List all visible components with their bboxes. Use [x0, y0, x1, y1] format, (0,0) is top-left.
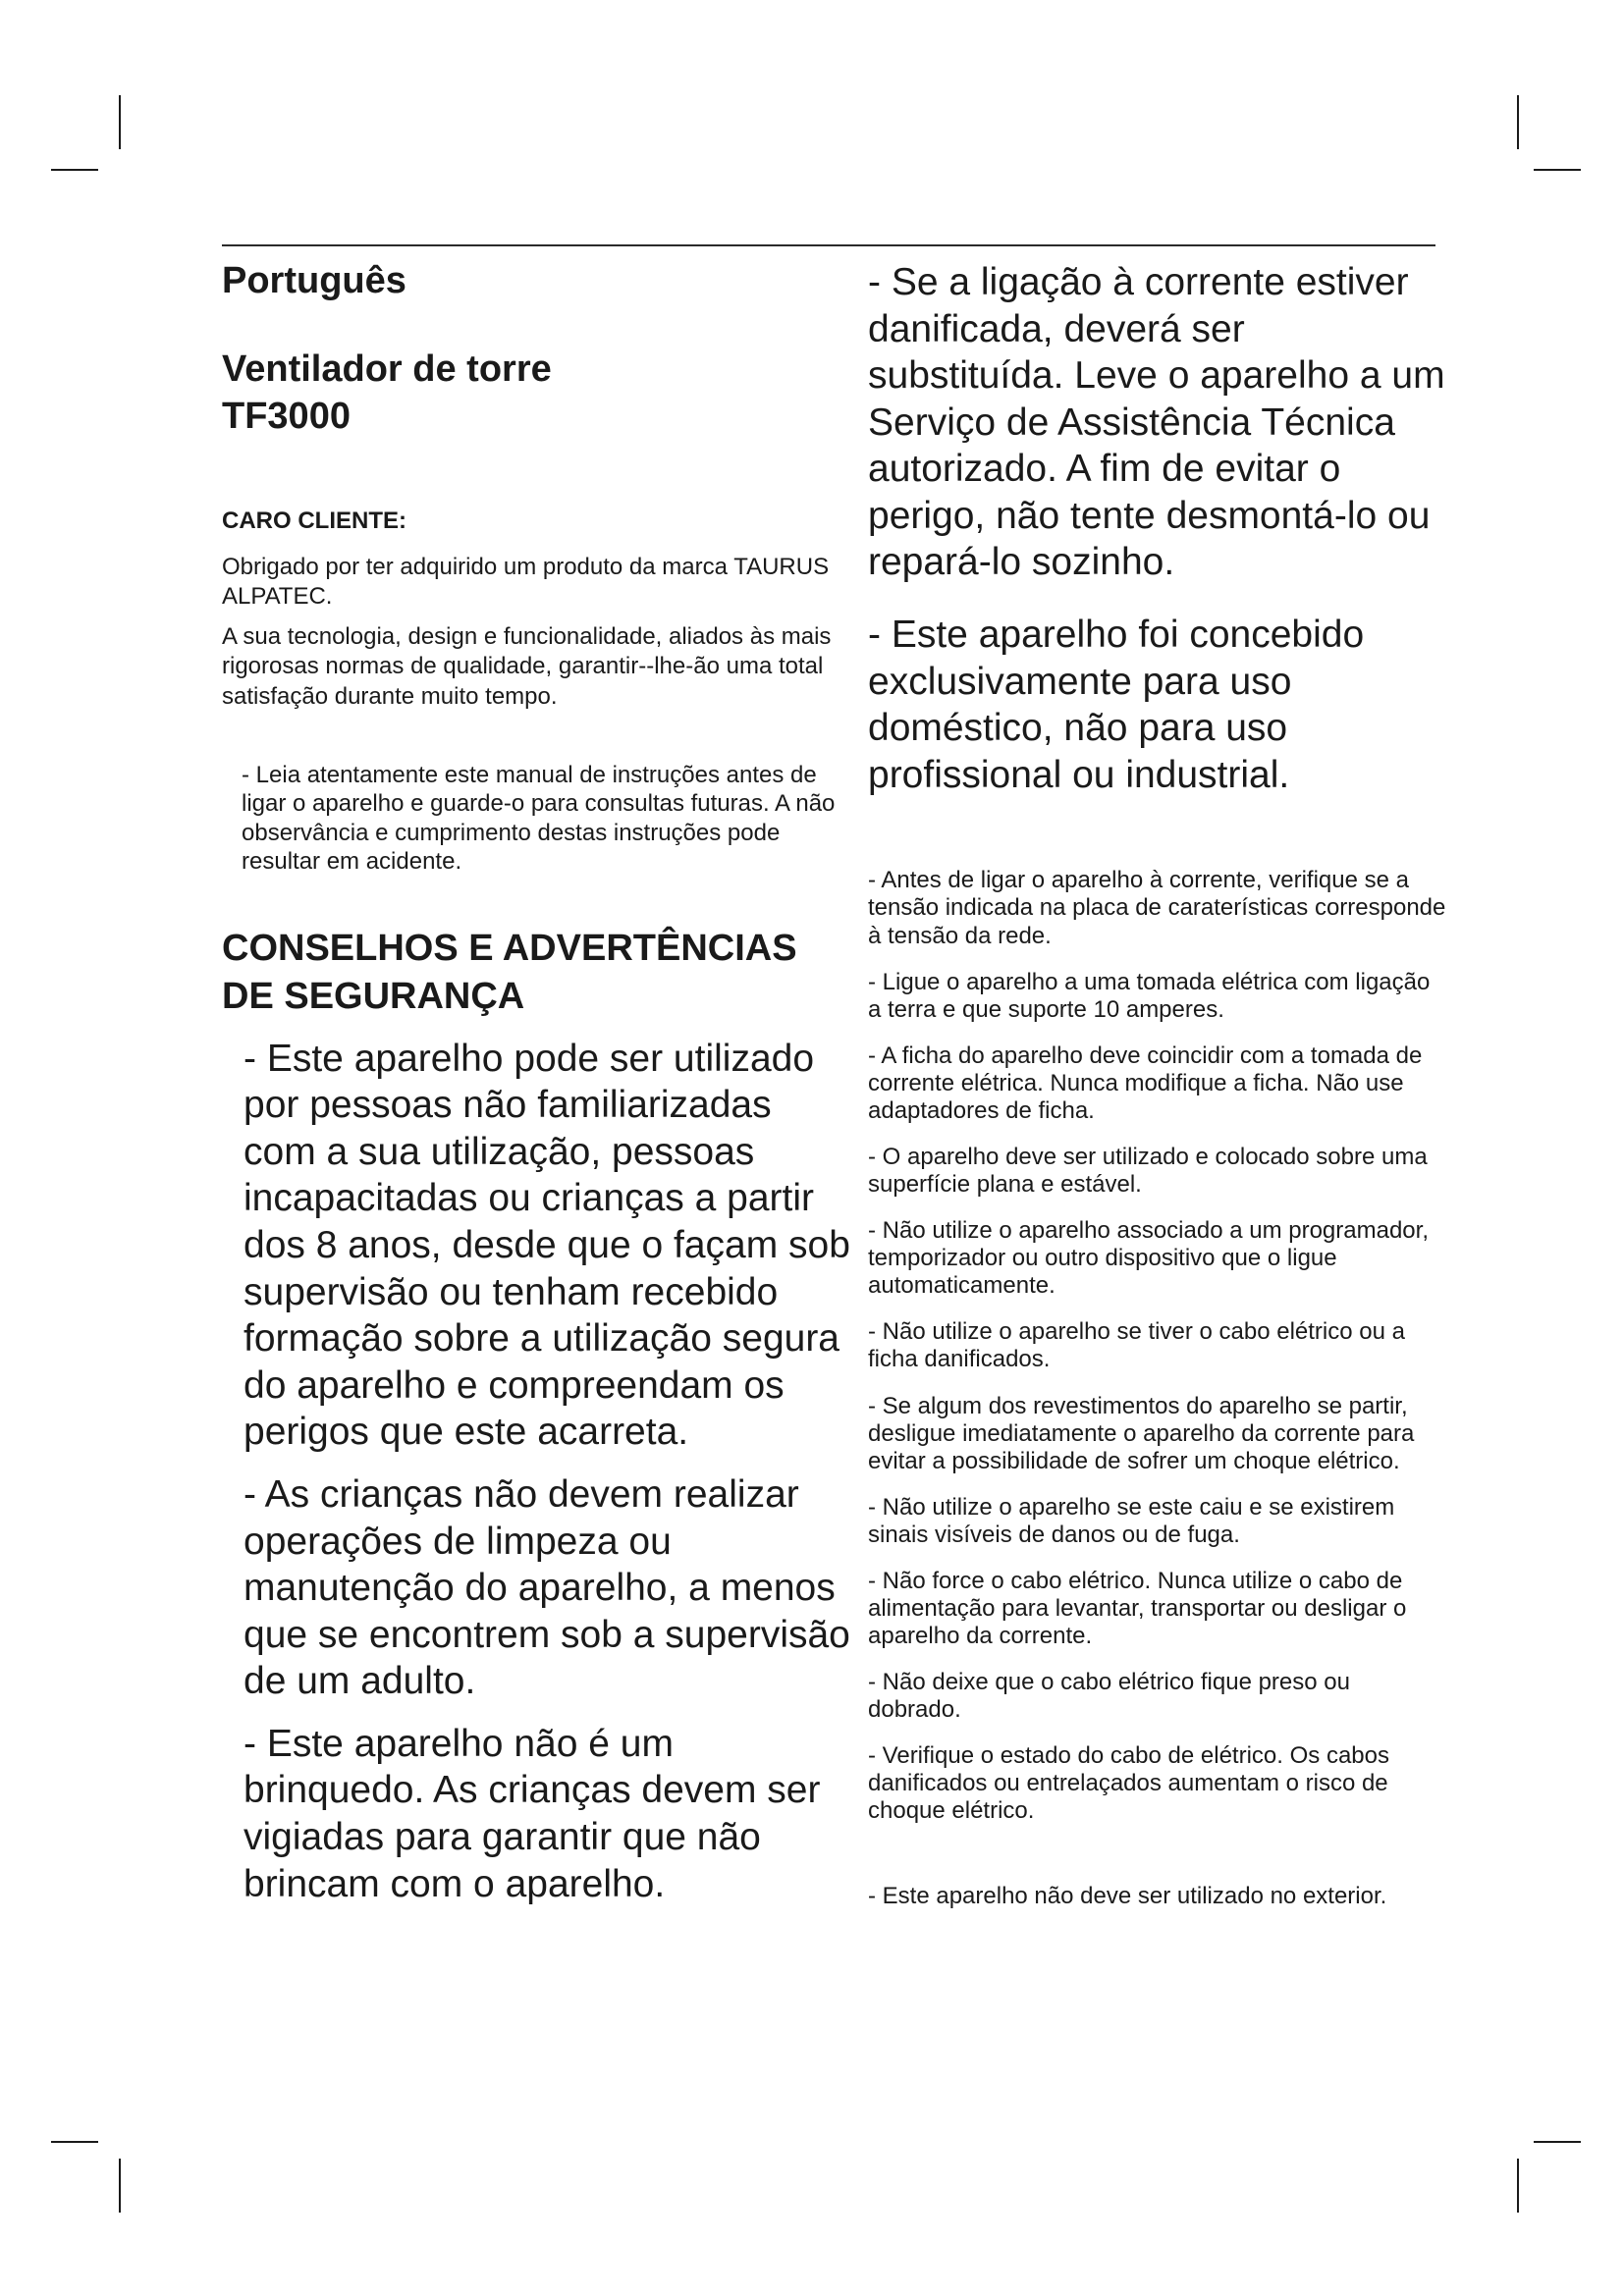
intro-paragraph: Obrigado por ter adquirido um produto da marca TAURUS ALPATEC. — [222, 553, 830, 611]
header-rule — [222, 244, 1435, 246]
warning-item: - As crianças não devem realizar operações de limpeza ou manutenção do aparelho, a menos que se encontrem sob a supervisão de um adulto. — [244, 1472, 850, 1703]
greeting: CARO CLIENTE: — [222, 507, 406, 534]
warning-item: - Se a ligação à corrente estiver danificada, deverá ser substituída. Leve o aparelho a um Serviço de Assistência Técnica autorizado. A fim de evitar o perigo, não tente desmontá-lo ou repará-lo sozinho. — [868, 261, 1445, 584]
crop-mark-top-left-vertical — [119, 95, 121, 149]
warning-item: - Este aparelho não deve ser utilizado no exterior. — [868, 1882, 1387, 1909]
crop-mark-bottom-left-horizontal — [51, 2141, 98, 2143]
crop-mark-top-right-horizontal — [1534, 169, 1581, 171]
product-name: Ventilador de torre — [222, 347, 552, 390]
intro-paragraph: A sua tecnologia, design e funcionalidade, aliados às mais rigorosas normas de qualidade, garantir--lhe-ão uma total satisfação durante muito tempo. — [222, 622, 832, 710]
warning-item: - Este aparelho pode ser utilizado por pessoas não familiarizadas com a sua utilização, pessoas incapacitadas ou crianças a partir dos 8 anos, desde que o façam sob supervisão ou tenham recebido formação sobre a utilização segura do aparelho e compreendam os perigos que este acarreta. — [244, 1037, 850, 1454]
warning-item: - Não deixe que o cabo elétrico fique preso ou dobrado. — [868, 1669, 1350, 1724]
warning-item: - Antes de ligar o aparelho à corrente, verifique se a tensão indicada na placa de caraterísticas corresponde à tensão da rede. — [868, 867, 1446, 949]
warning-item: - Verifique o estado do cabo de elétrico. Os cabos danificados ou entrelaçados aumentam o risco de choque elétrico. — [868, 1742, 1389, 1825]
language-heading: Português — [222, 260, 406, 301]
warning-item: - Este aparelho foi concebido exclusivamente para uso doméstico, não para uso profissional ou industrial. — [868, 614, 1365, 796]
right-column — [868, 259, 1447, 1910]
warning-item: - Não utilize o aparelho associado a um programador, temporizador ou outro dispositivo que o ligue automaticamente. — [868, 1217, 1429, 1300]
warning-item: - Ligue o aparelho a uma tomada elétrica com ligação a terra e que suporte 10 amperes. — [868, 968, 1431, 1023]
model-number: TF3000 — [222, 396, 351, 438]
warning-item: - Não force o cabo elétrico. Nunca utilize o cabo de alimentação para levantar, transportar ou desligar o aparelho da corrente. — [868, 1567, 1407, 1650]
product-title — [222, 346, 850, 441]
left-column — [222, 259, 850, 1907]
warning-item: - O aparelho deve ser utilizado e colocado sobre uma superfície plana e estável. — [868, 1143, 1428, 1199]
warning-item: - Não utilize o aparelho se este caiu e se existirem sinais visíveis de danos ou de fuga. — [868, 1493, 1395, 1548]
crop-mark-top-right-vertical — [1517, 95, 1519, 149]
section-title: CONSELHOS E ADVERTÊNCIAS DE SEGURANÇA — [222, 928, 797, 1017]
crop-mark-bottom-right-horizontal — [1534, 2141, 1581, 2143]
crop-mark-bottom-left-vertical — [119, 2159, 121, 2213]
warning-item: - Se algum dos revestimentos do aparelho se partir, desligue imediatamente o aparelho da corrente para evitar a possibilidade de sofrer um choque elétrico. — [868, 1392, 1415, 1474]
crop-mark-top-left-horizontal — [51, 169, 98, 171]
warning-item: - Este aparelho não é um brinquedo. As crianças devem ser vigiadas para garantir que não brincam com o aparelho. — [244, 1722, 821, 1905]
manual-note: - Leia atentamente este manual de instruções antes de ligar o aparelho e guarde-o para consultas futuras. A não observância e cumprimento destas instruções pode resultar em acidente. — [242, 762, 836, 875]
crop-mark-bottom-right-vertical — [1517, 2159, 1519, 2213]
warning-item: - A ficha do aparelho deve coincidir com a tomada de corrente elétrica. Nunca modifique a ficha. Não use adaptadores de ficha. — [868, 1041, 1423, 1124]
warning-item: - Não utilize o aparelho se tiver o cabo elétrico ou a ficha danificados. — [868, 1318, 1405, 1373]
